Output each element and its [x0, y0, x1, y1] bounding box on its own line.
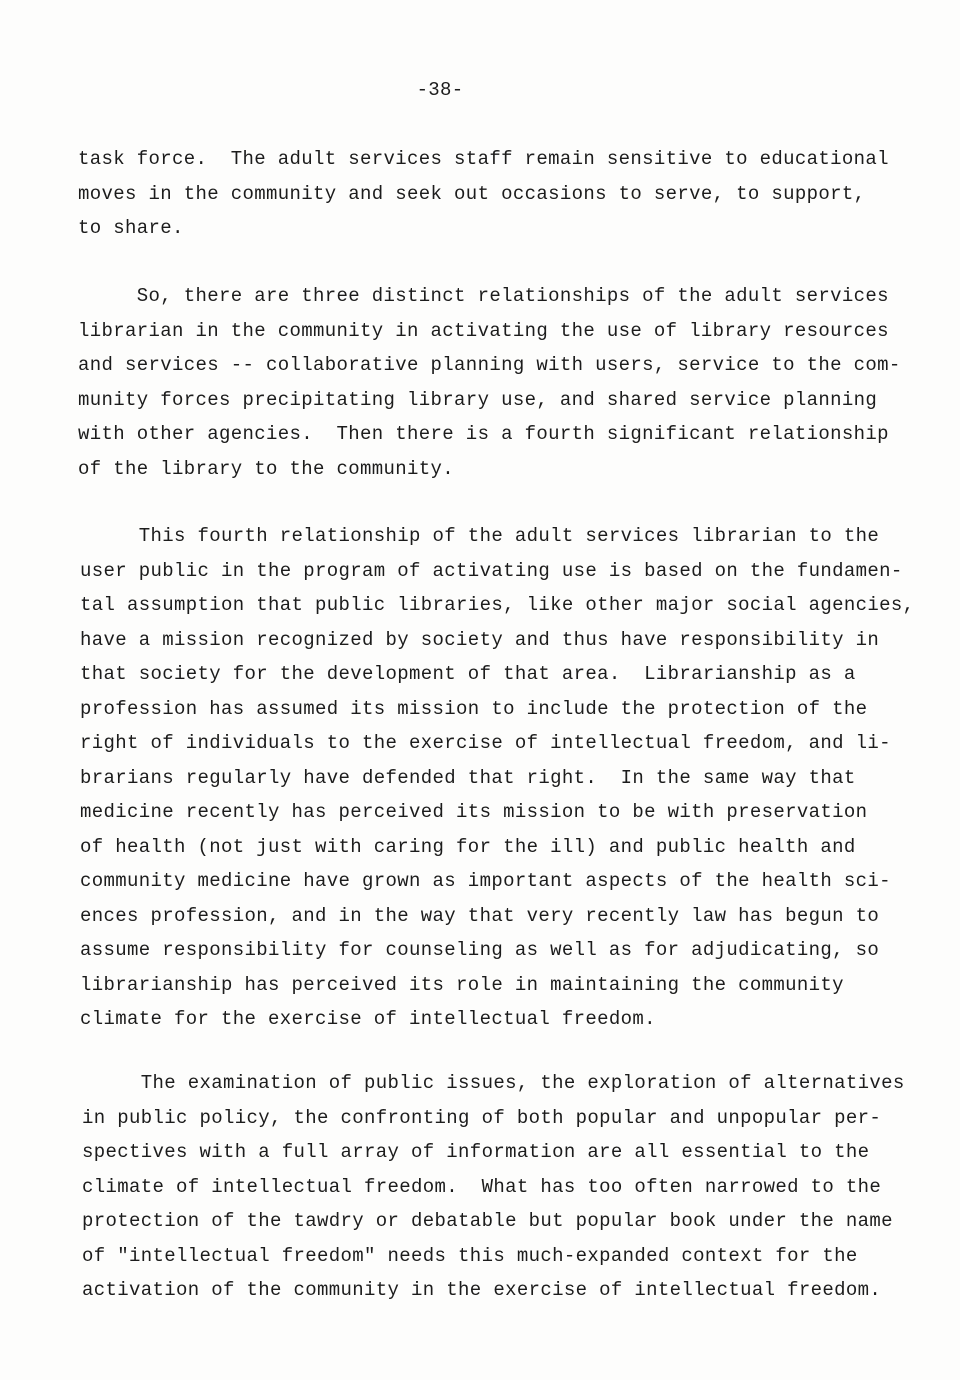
- text-line: profession has assumed its mission to include the protection of the: [80, 697, 868, 720]
- text-line: brarians regularly have defended that right. In the same way that: [80, 766, 856, 789]
- text-line: activation of the community in the exercise of intellectual freedom.: [82, 1279, 882, 1301]
- text-line: right of individuals to the exercise of intellectual freedom, and li-: [80, 732, 891, 754]
- text-line: and services -- collaborative planning with users, service to the com-: [78, 354, 901, 376]
- text-line: ences profession, and in the way that very recently law has begun to: [80, 904, 880, 927]
- text-line: of health (not just with caring for the ill) and public health and: [80, 835, 856, 858]
- text-line: have a mission recognized by society and thus have responsibility in: [80, 628, 880, 651]
- text-line: tal assumption that public libraries, like other major social agencies,: [80, 594, 915, 616]
- text-line: assume responsibility for counseling as well as for adjudicating, so: [80, 939, 880, 961]
- text-line: munity forces precipitating library use, and shared service planning: [78, 388, 878, 411]
- text-line: with other agencies. Then there is a fourth significant relationship: [78, 423, 889, 445]
- text-line: climate of intellectual freedom. What has too often narrowed to the: [82, 1175, 882, 1198]
- text-line: medicine recently has perceived its mission to be with preservation: [80, 801, 868, 823]
- text-line: climate for the exercise of intellectual freedom.: [80, 1008, 656, 1030]
- text-line: that society for the development of that area. Librarianship as a: [80, 663, 856, 685]
- page-number: -38-: [416, 79, 464, 101]
- text-line: protection of the tawdry or debatable but popular book under the name: [82, 1210, 893, 1232]
- text-line: community medicine have grown as important aspects of the health sci-: [80, 870, 891, 892]
- text-line: in public policy, the confronting of both popular and unpopular per-: [82, 1106, 882, 1129]
- text-line: task force. The adult services staff remain sensitive to educational: [78, 148, 889, 170]
- paragraph-3: [80, 519, 915, 1037]
- text-line: spectives with a full array of information are all essential to the: [82, 1141, 870, 1163]
- text-line: The examination of public issues, the exploration of alternatives: [82, 1072, 905, 1094]
- text-line: to share.: [78, 217, 184, 239]
- text-line: of the library to the community.: [78, 457, 455, 480]
- paragraph-2: [78, 279, 901, 486]
- paragraph-1: [78, 142, 898, 246]
- text-line: librarianship has perceived its role in maintaining the community: [80, 973, 844, 996]
- text-line: moves in the community and seek out occasions to serve, to support,: [78, 182, 866, 205]
- text-line: user public in the program of activating use is based on the fundamen-: [80, 559, 903, 582]
- text-line: of "intellectual freedom" needs this much-expanded context for the: [82, 1244, 858, 1267]
- paragraph-4: [82, 1066, 905, 1308]
- text-line: librarian in the community in activating the use of library resources: [78, 319, 889, 342]
- text-line: So, there are three distinct relationships of the adult services: [78, 285, 889, 307]
- text-line: This fourth relationship of the adult services librarian to the: [80, 525, 880, 547]
